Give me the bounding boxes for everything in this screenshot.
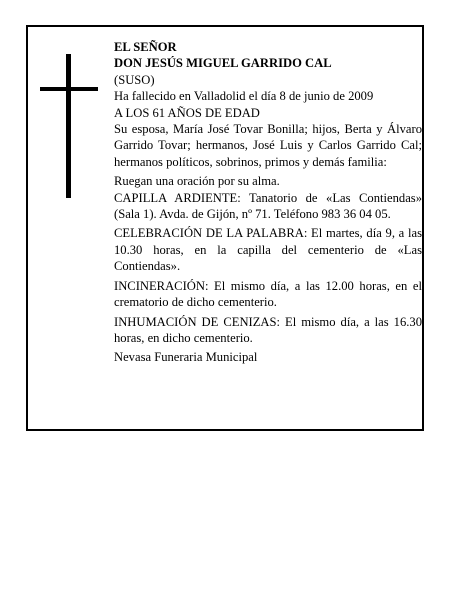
death-statement: Ha fallecido en Valladolid el día 8 de junio de 2009	[114, 89, 374, 104]
ashes-paragraph: INHUMACIÓN DE CENIZAS: El mismo día, a las 16.30 horas, en dicho cementerio.	[114, 314, 422, 345]
deceased-name: DON JESÚS MIGUEL GARRIDO CAL	[114, 56, 332, 71]
obituary-notice	[26, 25, 424, 431]
cross-vertical-bar	[66, 54, 71, 198]
prayer-request: Ruegan una oración por su alma.	[114, 174, 280, 189]
chapel-paragraph: CAPILLA ARDIENTE: Tanatorio de «Las Contiendas» (Sala 1). Avda. de Gijón, nº 71. Teléfono 983 36 04 05.	[114, 190, 422, 222]
deceased-nickname: (SUSO)	[114, 72, 155, 87]
funeral-home: Nevasa Funeraria Municipal	[114, 350, 258, 365]
family-paragraph: Su esposa, María José Tovar Bonilla; hijos, Berta y Álvaro Garrido Tovar; hermanos, José Luis y Carlos Garrido Cal; hermanos políticos, sobrinos, primos y demás familia:	[114, 122, 422, 169]
incineration-paragraph: INCINERACIÓN: El mismo día, a las 12.00 horas, en el crematorio de dicho cementerio.	[114, 278, 422, 310]
age-statement: A LOS 61 AÑOS DE EDAD	[114, 105, 260, 120]
notice-text	[114, 39, 422, 366]
cross-icon	[40, 54, 98, 198]
notice-title-1: EL SEÑOR	[114, 40, 177, 54]
cross-horizontal-bar	[40, 87, 98, 91]
celebration-paragraph: CELEBRACIÓN DE LA PALABRA: El martes, día 9, a las 10.30 horas, en la capilla del cementerio de «Las Contiendas».	[114, 226, 422, 274]
